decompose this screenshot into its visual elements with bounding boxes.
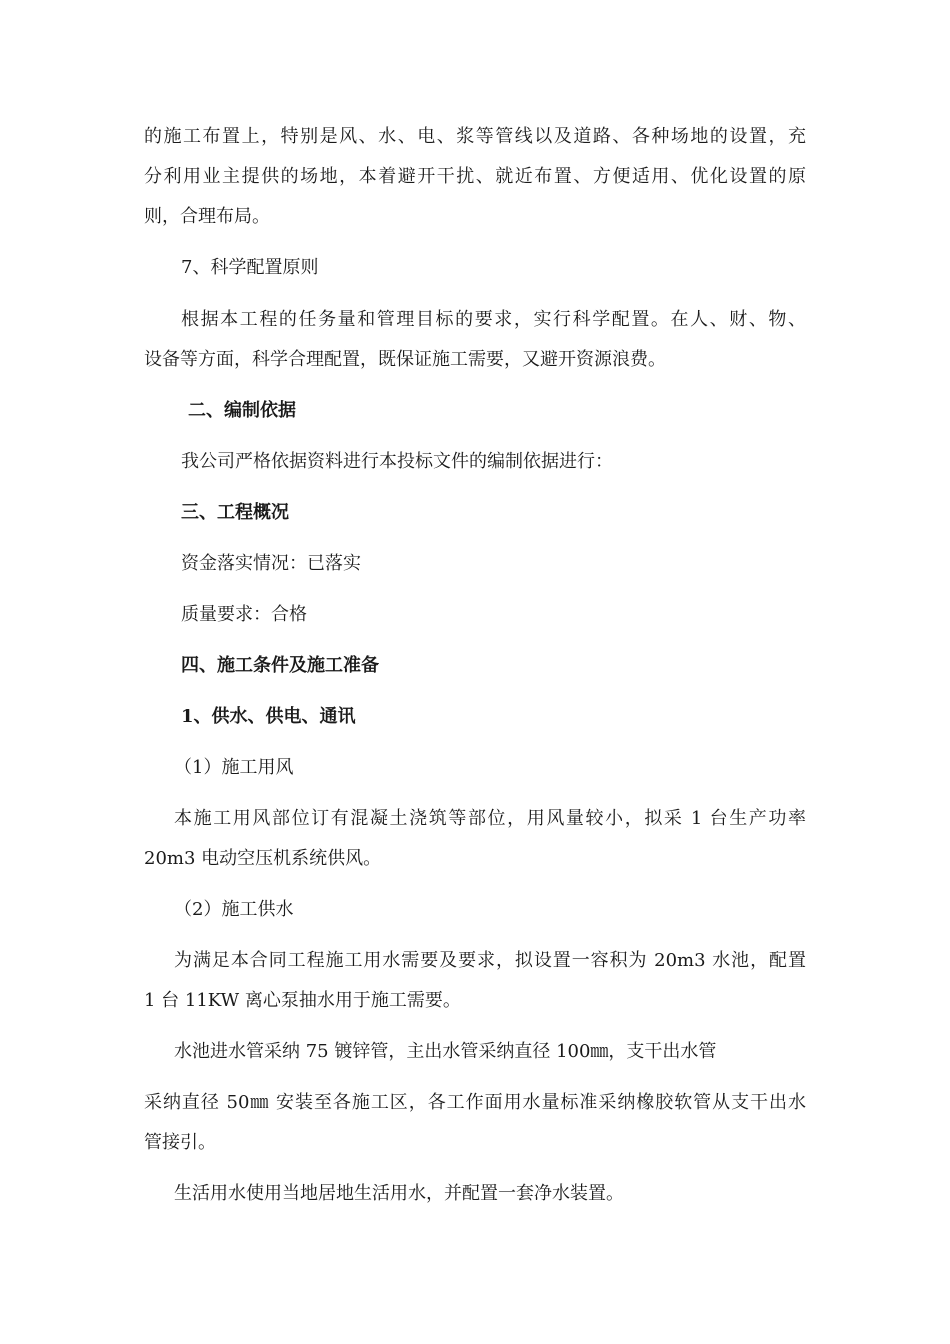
- body-text-line: 采纳直径 50㎜ 安装至各施工区，各工作面用水量标准采纳橡胶软管从支干出水: [144, 1092, 806, 1113]
- section-heading-2: 二、编制依据: [188, 400, 296, 421]
- body-text-line: 本施工用风部位订有混凝土浇筑等部位，用风量较小，拟采 1 台生产功率: [174, 808, 806, 829]
- body-text-line: 的施工布置上，特别是风、水、电、浆等管线以及道路、各种场地的设置，充: [144, 126, 806, 147]
- body-text-line: 水池进水管采纳 75 镀锌管，主出水管采纳直径 100㎜，支干出水管: [174, 1041, 717, 1062]
- body-text-line: 1 台 11KW 离心泵抽水用于施工需要。: [144, 990, 461, 1011]
- section-heading-4: 四、施工条件及施工准备: [181, 655, 379, 676]
- body-text-line: 则，合理布局。: [144, 206, 270, 227]
- body-text-line: 根据本工程的任务量和管理目标的要求，实行科学配置。在人、财、物、: [181, 309, 806, 330]
- section-heading-3: 三、工程概况: [181, 502, 289, 523]
- item-heading-2: （2）施工供水: [174, 899, 294, 920]
- body-text-line: 分利用业主提供的场地，本着避开干扰、就近布置、方便适用、优化设置的原: [144, 166, 806, 187]
- body-text-line: 我公司严格依据资料进行本投标文件的编制依据进行：: [181, 451, 613, 472]
- body-text-line: 生活用水使用当地居地生活用水，并配置一套净水装置。: [174, 1183, 624, 1204]
- body-text-line: 设备等方面，科学合理配置，既保证施工需要，又避开资源浪费。: [144, 349, 666, 370]
- body-text-line: 管接引。: [144, 1132, 216, 1153]
- subsection-heading-1: 1、供水、供电、通讯: [181, 706, 356, 727]
- body-text-line: 20m3 电动空压机系统供风。: [144, 848, 382, 869]
- section-heading-7: 7、科学配置原则: [181, 257, 319, 278]
- body-text-line: 为满足本合同工程施工用水需要及要求，拟设置一容积为 20m3 水池，配置: [174, 950, 806, 971]
- body-text-line: 资金落实情况：已落实: [181, 553, 361, 574]
- item-heading-1: （1）施工用风: [174, 757, 294, 778]
- body-text-line: 质量要求：合格: [181, 604, 307, 625]
